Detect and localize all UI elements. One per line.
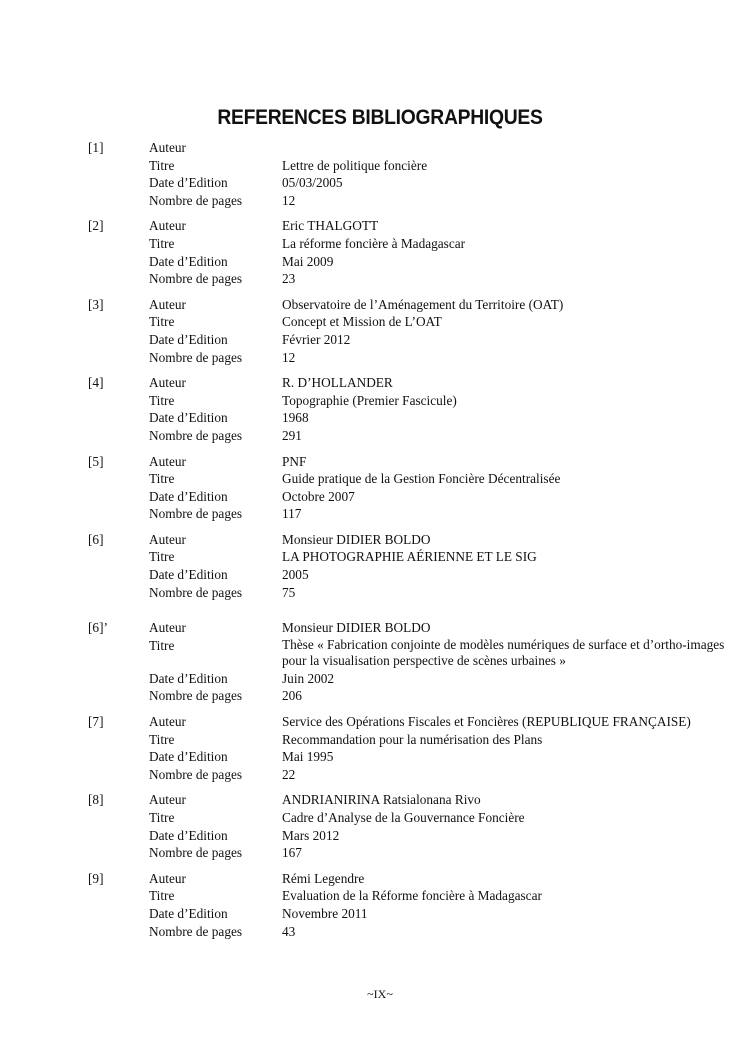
author-label: Auteur	[149, 218, 186, 234]
date-row	[88, 905, 728, 923]
title-value: Thèse « Fabrication conjointe de modèles numériques de surface et d’ortho-images pour la visualisation perspective de scènes urbaines »	[282, 636, 725, 668]
date-value: Février 2012	[282, 331, 351, 347]
date-value: Mars 2012	[282, 827, 340, 843]
pages-label: Nombre de pages	[149, 427, 243, 443]
title-label: Titre	[149, 549, 175, 565]
date-value: 1968	[282, 410, 309, 426]
author-label: Auteur	[149, 792, 186, 808]
pages-value: 12	[282, 349, 296, 365]
pages-row	[88, 427, 728, 445]
date-row	[88, 670, 728, 688]
title-value: Guide pratique de la Gestion Foncière Décentralisée	[282, 471, 561, 487]
reference-number: [9]	[88, 870, 104, 886]
pages-label: Nombre de pages	[149, 192, 243, 208]
pages-row	[88, 844, 728, 862]
reference-number: [3]	[88, 296, 104, 312]
reference-list	[88, 139, 728, 948]
date-label: Date d’Edition	[149, 175, 228, 191]
title-label: Titre	[149, 810, 175, 825]
title-value: Evaluation de la Réforme foncière à Madagascar	[282, 888, 542, 904]
title-label: Titre	[149, 888, 175, 904]
pages-label: Nombre de pages	[149, 766, 243, 782]
date-label: Date d’Edition	[149, 331, 228, 347]
pages-value: 206	[282, 688, 302, 704]
pages-value: 23	[282, 271, 296, 287]
date-row	[88, 488, 728, 506]
title-row	[88, 235, 728, 253]
reference-item	[88, 453, 728, 523]
pages-row	[88, 505, 728, 523]
reference-item	[88, 791, 728, 861]
date-label: Date d’Edition	[149, 253, 228, 269]
reference-item	[88, 217, 728, 287]
author-label: Auteur	[149, 453, 186, 469]
author-row	[88, 374, 728, 392]
author-value: Monsieur DIDIER BOLDO	[282, 531, 431, 547]
reference-item	[88, 139, 728, 209]
title-row	[88, 887, 728, 905]
date-value: 2005	[282, 567, 309, 583]
date-value: Octobre 2007	[282, 488, 355, 504]
page-number: ~IX~	[367, 987, 393, 1001]
title-row	[88, 157, 728, 175]
title-value: La réforme foncière à Madagascar	[282, 235, 466, 251]
author-label: Auteur	[149, 296, 186, 312]
reference-number: [1]	[88, 140, 104, 155]
date-row	[88, 174, 728, 192]
title-row	[88, 637, 728, 670]
title-value: Recommandation pour la numérisation des Plans	[282, 731, 543, 747]
author-row	[88, 296, 728, 314]
reference-item	[88, 713, 728, 783]
author-value: ANDRIANIRINA Ratsialonana Rivo	[282, 792, 481, 808]
pages-row	[88, 687, 728, 705]
title-row	[88, 392, 728, 410]
pages-row	[88, 584, 728, 602]
author-label: Auteur	[149, 375, 186, 391]
pages-value: 291	[282, 427, 302, 443]
date-label: Date d’Edition	[149, 670, 228, 686]
date-label: Date d’Edition	[149, 905, 228, 921]
date-value: Mai 1995	[282, 749, 334, 765]
title-label: Titre	[149, 235, 175, 251]
author-label: Auteur	[149, 620, 186, 636]
pages-label: Nombre de pages	[149, 688, 243, 704]
date-value: 05/03/2005	[282, 175, 343, 191]
pages-row	[88, 923, 728, 941]
pages-value: 167	[282, 845, 302, 861]
author-value: Observatoire de l’Aménagement du Territoire (OAT)	[282, 296, 564, 312]
date-row	[88, 566, 728, 584]
title-label: Titre	[149, 637, 175, 653]
author-value: Eric THALGOTT	[282, 218, 379, 234]
pages-row	[88, 349, 728, 367]
title-label: Titre	[149, 471, 175, 487]
reference-item	[88, 870, 728, 940]
title-label: Titre	[149, 314, 175, 330]
author-value	[282, 139, 728, 157]
author-value: Rémi Legendre	[282, 870, 365, 886]
reference-item	[88, 374, 728, 444]
reference-number: [2]	[88, 218, 104, 234]
title-label: Titre	[149, 731, 175, 747]
title-row	[88, 809, 728, 827]
pages-value: 75	[282, 584, 296, 600]
reference-number: [8]	[88, 792, 104, 808]
date-value: Novembre 2011	[282, 905, 368, 921]
author-row	[88, 619, 728, 637]
author-value: Service des Opérations Fiscales et Foncières (REPUBLIQUE FRANÇAISE)	[282, 714, 691, 730]
author-row	[88, 453, 728, 471]
date-label: Date d’Edition	[149, 567, 228, 583]
title-value: Cadre d’Analyse de la Gouvernance Foncière	[282, 810, 525, 825]
author-row	[88, 791, 728, 809]
author-value: Monsieur DIDIER BOLDO	[282, 620, 431, 636]
title-value: Topographie (Premier Fascicule)	[282, 392, 457, 408]
pages-value: 12	[282, 192, 296, 208]
reference-number: [7]	[88, 714, 104, 730]
title-value: Lettre de politique foncière	[282, 157, 428, 173]
page-title: REFERENCES BIBLIOGRAPHIQUES	[217, 106, 543, 129]
author-row	[88, 870, 728, 888]
title-row	[88, 548, 728, 566]
date-label: Date d’Edition	[149, 827, 228, 843]
title-label: Titre	[149, 157, 175, 173]
author-row	[88, 531, 728, 549]
reference-item	[88, 619, 728, 705]
date-row	[88, 827, 728, 845]
pages-row	[88, 766, 728, 784]
author-label: Auteur	[149, 714, 186, 730]
date-row	[88, 331, 728, 349]
author-row	[88, 217, 728, 235]
reference-number: [4]	[88, 375, 104, 391]
date-label: Date d’Edition	[149, 488, 228, 504]
author-value: PNF	[282, 453, 307, 469]
pages-row	[88, 270, 728, 288]
pages-row	[88, 192, 728, 210]
pages-label: Nombre de pages	[149, 923, 243, 939]
reference-number: [5]	[88, 453, 104, 469]
pages-value: 117	[282, 506, 302, 522]
title-row	[88, 313, 728, 331]
reference-item	[88, 296, 728, 366]
title-row	[88, 470, 728, 488]
author-value: R. D’HOLLANDER	[282, 375, 393, 391]
date-label: Date d’Edition	[149, 749, 228, 765]
date-label: Date d’Edition	[149, 410, 228, 426]
title-value: LA PHOTOGRAPHIE AÉRIENNE ET LE SIG	[282, 549, 537, 565]
author-row	[88, 713, 728, 731]
author-row	[88, 139, 728, 157]
pages-label: Nombre de pages	[149, 349, 243, 365]
author-label: Auteur	[149, 140, 186, 155]
author-label: Auteur	[149, 531, 186, 547]
date-row	[88, 409, 728, 427]
date-value: Mai 2009	[282, 253, 334, 269]
pages-value: 43	[282, 923, 296, 939]
title-row	[88, 731, 728, 749]
date-row	[88, 253, 728, 271]
pages-label: Nombre de pages	[149, 506, 243, 522]
author-label: Auteur	[149, 870, 186, 886]
pages-label: Nombre de pages	[149, 845, 243, 861]
pages-label: Nombre de pages	[149, 584, 243, 600]
reference-item	[88, 531, 728, 601]
reference-number: [6]	[88, 531, 104, 547]
title-value: Concept et Mission de L’OAT	[282, 314, 442, 330]
date-row	[88, 748, 728, 766]
date-value: Juin 2002	[282, 670, 335, 686]
pages-value: 22	[282, 766, 296, 782]
reference-number: [6]’	[88, 620, 108, 636]
title-label: Titre	[149, 392, 175, 408]
pages-label: Nombre de pages	[149, 271, 243, 287]
